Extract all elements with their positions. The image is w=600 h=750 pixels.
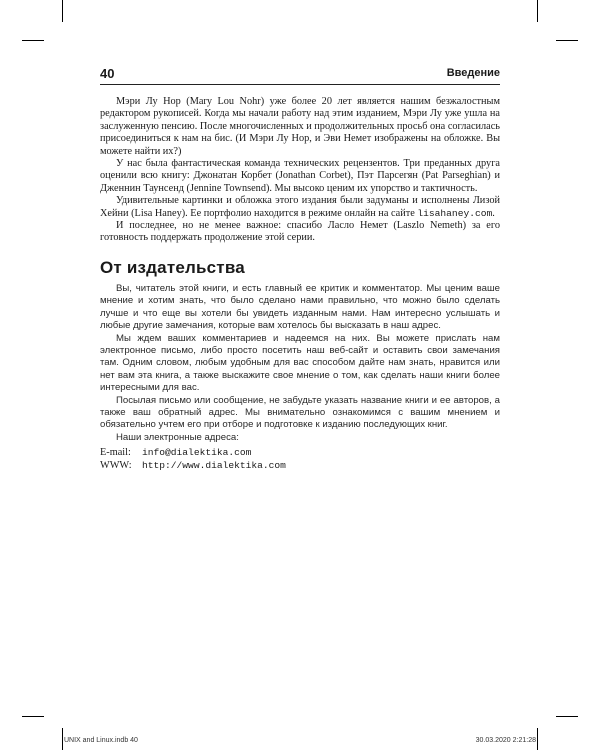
paragraph-end: . bbox=[492, 207, 495, 219]
contact-list bbox=[100, 446, 500, 472]
crop-mark bbox=[62, 728, 63, 750]
website-address: http://www.dialektika.com bbox=[142, 460, 286, 471]
crop-mark bbox=[22, 40, 44, 41]
crop-mark bbox=[537, 728, 538, 750]
contact-label: E-mail: bbox=[100, 447, 131, 458]
page-number: 40 bbox=[100, 66, 115, 81]
paragraph-text: Удивительные картинки и обложка этого издания были задуманы и исполнены Лизой Хейни (Lisa Haney). Ее портфолио находится в режиме онлайн на сайте bbox=[100, 195, 500, 219]
crop-mark bbox=[556, 716, 578, 717]
portfolio-link: lisahaney.com bbox=[417, 207, 493, 219]
paragraph: И последнее, но не менее важное: спасибо Ласло Немет (Laszlo Nemeth) за его готовность поддержать продолжение этой серии. bbox=[100, 220, 500, 244]
running-head: Введение bbox=[446, 67, 500, 79]
paragraph bbox=[100, 195, 500, 220]
publisher-section bbox=[100, 283, 500, 444]
crop-mark bbox=[22, 716, 44, 717]
paragraph: Вы, читатель этой книги, и есть главный ее критик и комментатор. Мы ценим ваше мнение и хотим знать, что было сделано нами правильно, что можно было сделать лучше и что еще вы хотели бы увидеть изданным нами. Нам интересно услышать и любые другие замечания, которые вам хотелось бы высказать в наш адрес. bbox=[100, 283, 500, 332]
paragraph: У нас была фантастическая команда технических рецензентов. Три преданных друга оценили всю книгу: Джонатан Корбет (Jonathan Corbet), Пэт Парсегян (Pat Parseghian) и Дженнин Таунсенд (Jennine Townsend). Мы высоко ценим их упорство и тактичность. bbox=[100, 158, 500, 194]
paragraph: Посылая письмо или сообщение, не забудьте указать название книги и ее авторов, а также ваш обратный адрес. Мы внимательно ознакомимся с вашим мнением и обязательно учтем его при отборе и подготовке к изданию последующих книг. bbox=[100, 394, 500, 431]
crop-mark bbox=[556, 40, 578, 41]
crop-mark bbox=[62, 0, 63, 22]
file-slug: UNIX and Linux.indb 40 bbox=[64, 737, 138, 744]
contact-row-web bbox=[100, 459, 500, 472]
contact-row-email bbox=[100, 446, 500, 459]
page-header bbox=[100, 66, 500, 85]
acknowledgements-text bbox=[100, 96, 500, 245]
paragraph: Мэри Лу Нор (Mary Lou Nohr) уже более 20 лет является нашим безжалостным редактором рукописей. Когда мы начали работу над этим изданием, Мэри Лу уже ушла на заслуженную пенсию. После многочисленных и продолжительных просьб она согласилась присоединиться к нам на бис. (И Мэри Лу Нор, и Эви Немет изображены на обложке. Вы можете найти их?) bbox=[100, 96, 500, 157]
contact-label: WWW: bbox=[100, 460, 132, 471]
date-slug: 30.03.2020 2:21:28 bbox=[475, 737, 536, 744]
email-address: info@dialektika.com bbox=[142, 447, 252, 458]
paragraph: Наши электронные адреса: bbox=[116, 431, 239, 443]
paragraph: Мы ждем ваших комментариев и надеемся на них. Вы можете прислать нам электронное письмо, либо просто посетить наш веб-сайт и оставить свои замечания там. Одним словом, любым удобным для вас способом дайте нам знать, нравится или нет вам эта книга, а также выскажите свое мнение о том, как сделать наши книги более интересными для вас. bbox=[100, 332, 500, 394]
section-title: От издательства bbox=[100, 258, 245, 277]
crop-mark bbox=[537, 0, 538, 22]
